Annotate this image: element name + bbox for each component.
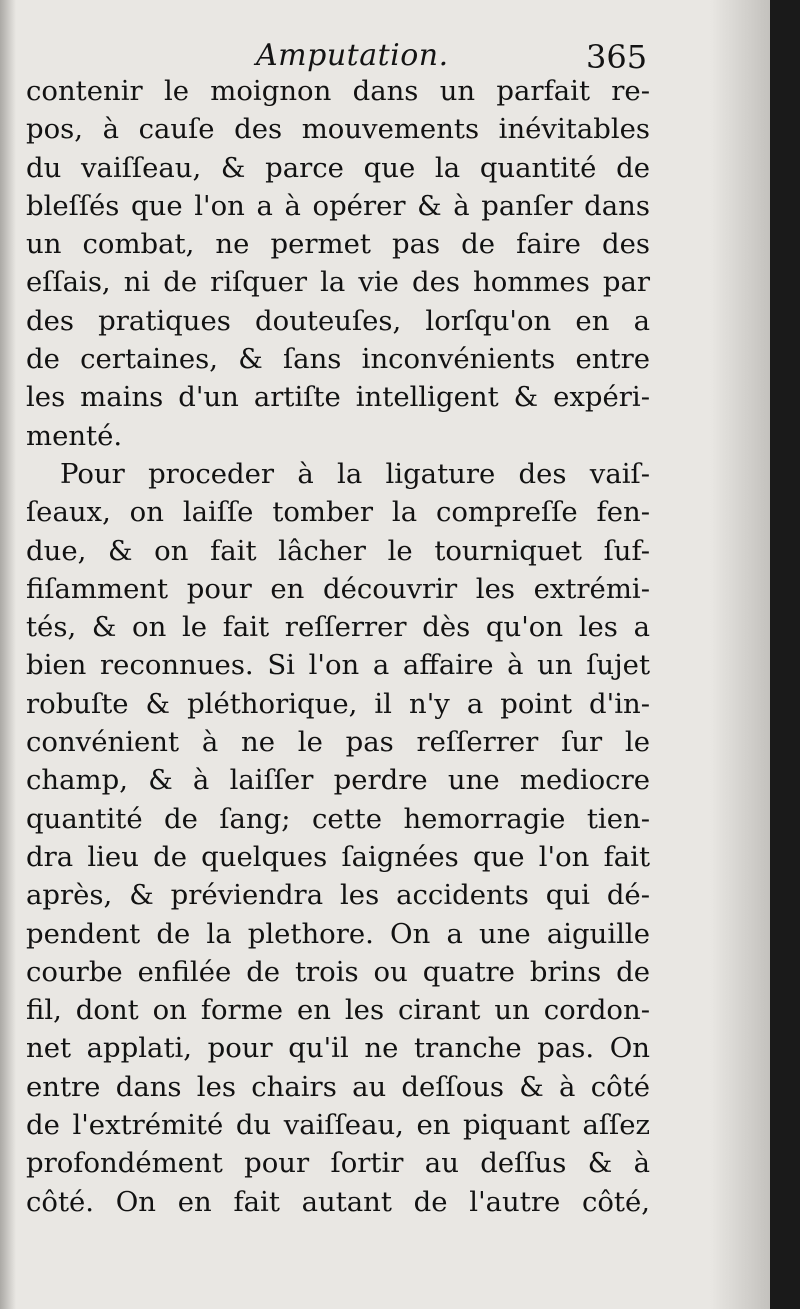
text-line: tés, & on le fait reſſerrer dès qu'on les a [26, 611, 650, 644]
text-line: contenir le moignon dans un parfait re- [26, 75, 650, 107]
text-line: champ, & à laiſſer perdre une mediocre [26, 764, 650, 797]
running-title: Amputation. [256, 38, 449, 73]
page-gutter-shadow [0, 0, 16, 1309]
text-line: dra lieu de quelques ſaignées que l'on fait [26, 840, 650, 873]
text-line: net applati, pour qu'il ne tranche pas. On [26, 1032, 650, 1065]
text-line: de l'extrémité du vaiſſeau, en piquant aſſez [26, 1109, 650, 1142]
paragraph-2 [26, 455, 650, 1221]
text-line: bleſſés que l'on a à opérer & à panſer dans [26, 189, 650, 222]
text-line: Pour proceder à la ligature des vaiſ- [60, 457, 650, 490]
text-line: les mains d'un artiſte intelligent & expéri- [26, 381, 650, 414]
text-line: bien reconnues. Si l'on a affaire à un ſujet [26, 649, 650, 682]
text-line: des pratiques douteuſes, lorſqu'on en a [26, 304, 650, 337]
text-line: menté. [26, 419, 123, 452]
text-line: un combat, ne permet pas de faire des [26, 228, 650, 261]
text-line: fiſamment pour en découvrir les extrémi- [26, 572, 650, 605]
text-line: quantité de ſang; cette hemorragie tien- [26, 802, 650, 835]
text-line: du vaiſſeau, & parce que la quantité de [26, 151, 650, 184]
page-number: 365 [586, 38, 648, 76]
body-text [26, 72, 650, 1221]
text-line: après, & préviendra les accidents qui dé- [26, 879, 650, 912]
text-line: courbe enfilée de trois ou quatre brins de [26, 955, 650, 988]
paragraph-1 [26, 72, 650, 455]
text-line: profondément pour ſortir au deſſus & à [26, 1147, 650, 1180]
text-line: pendent de la plethore. On a une aiguille [26, 917, 650, 950]
text-line: robuſte & pléthorique, il n'y a point d'in- [26, 687, 650, 720]
text-line: convénient à ne le pas reſſerrer ſur le [26, 726, 650, 759]
text-line: due, & on fait lâcher le tourniquet ſuf- [26, 534, 650, 567]
text-line: de certaines, & ſans inconvénients entre [26, 343, 650, 376]
text-line: côté. On en fait autant de l'autre côté, [26, 1185, 650, 1218]
text-line: ſeaux, on laiſſe tomber la compreſſe fen- [26, 496, 650, 529]
text-line: eſſais, ni de riſquer la vie des hommes par [26, 266, 650, 299]
text-line: fil, dont on forme en les cirant un cordon- [26, 994, 650, 1027]
text-line: pos, à cauſe des mouvements inévitables [26, 113, 650, 146]
text-line: entre dans les chairs au deſſous & à côté [26, 1070, 650, 1103]
